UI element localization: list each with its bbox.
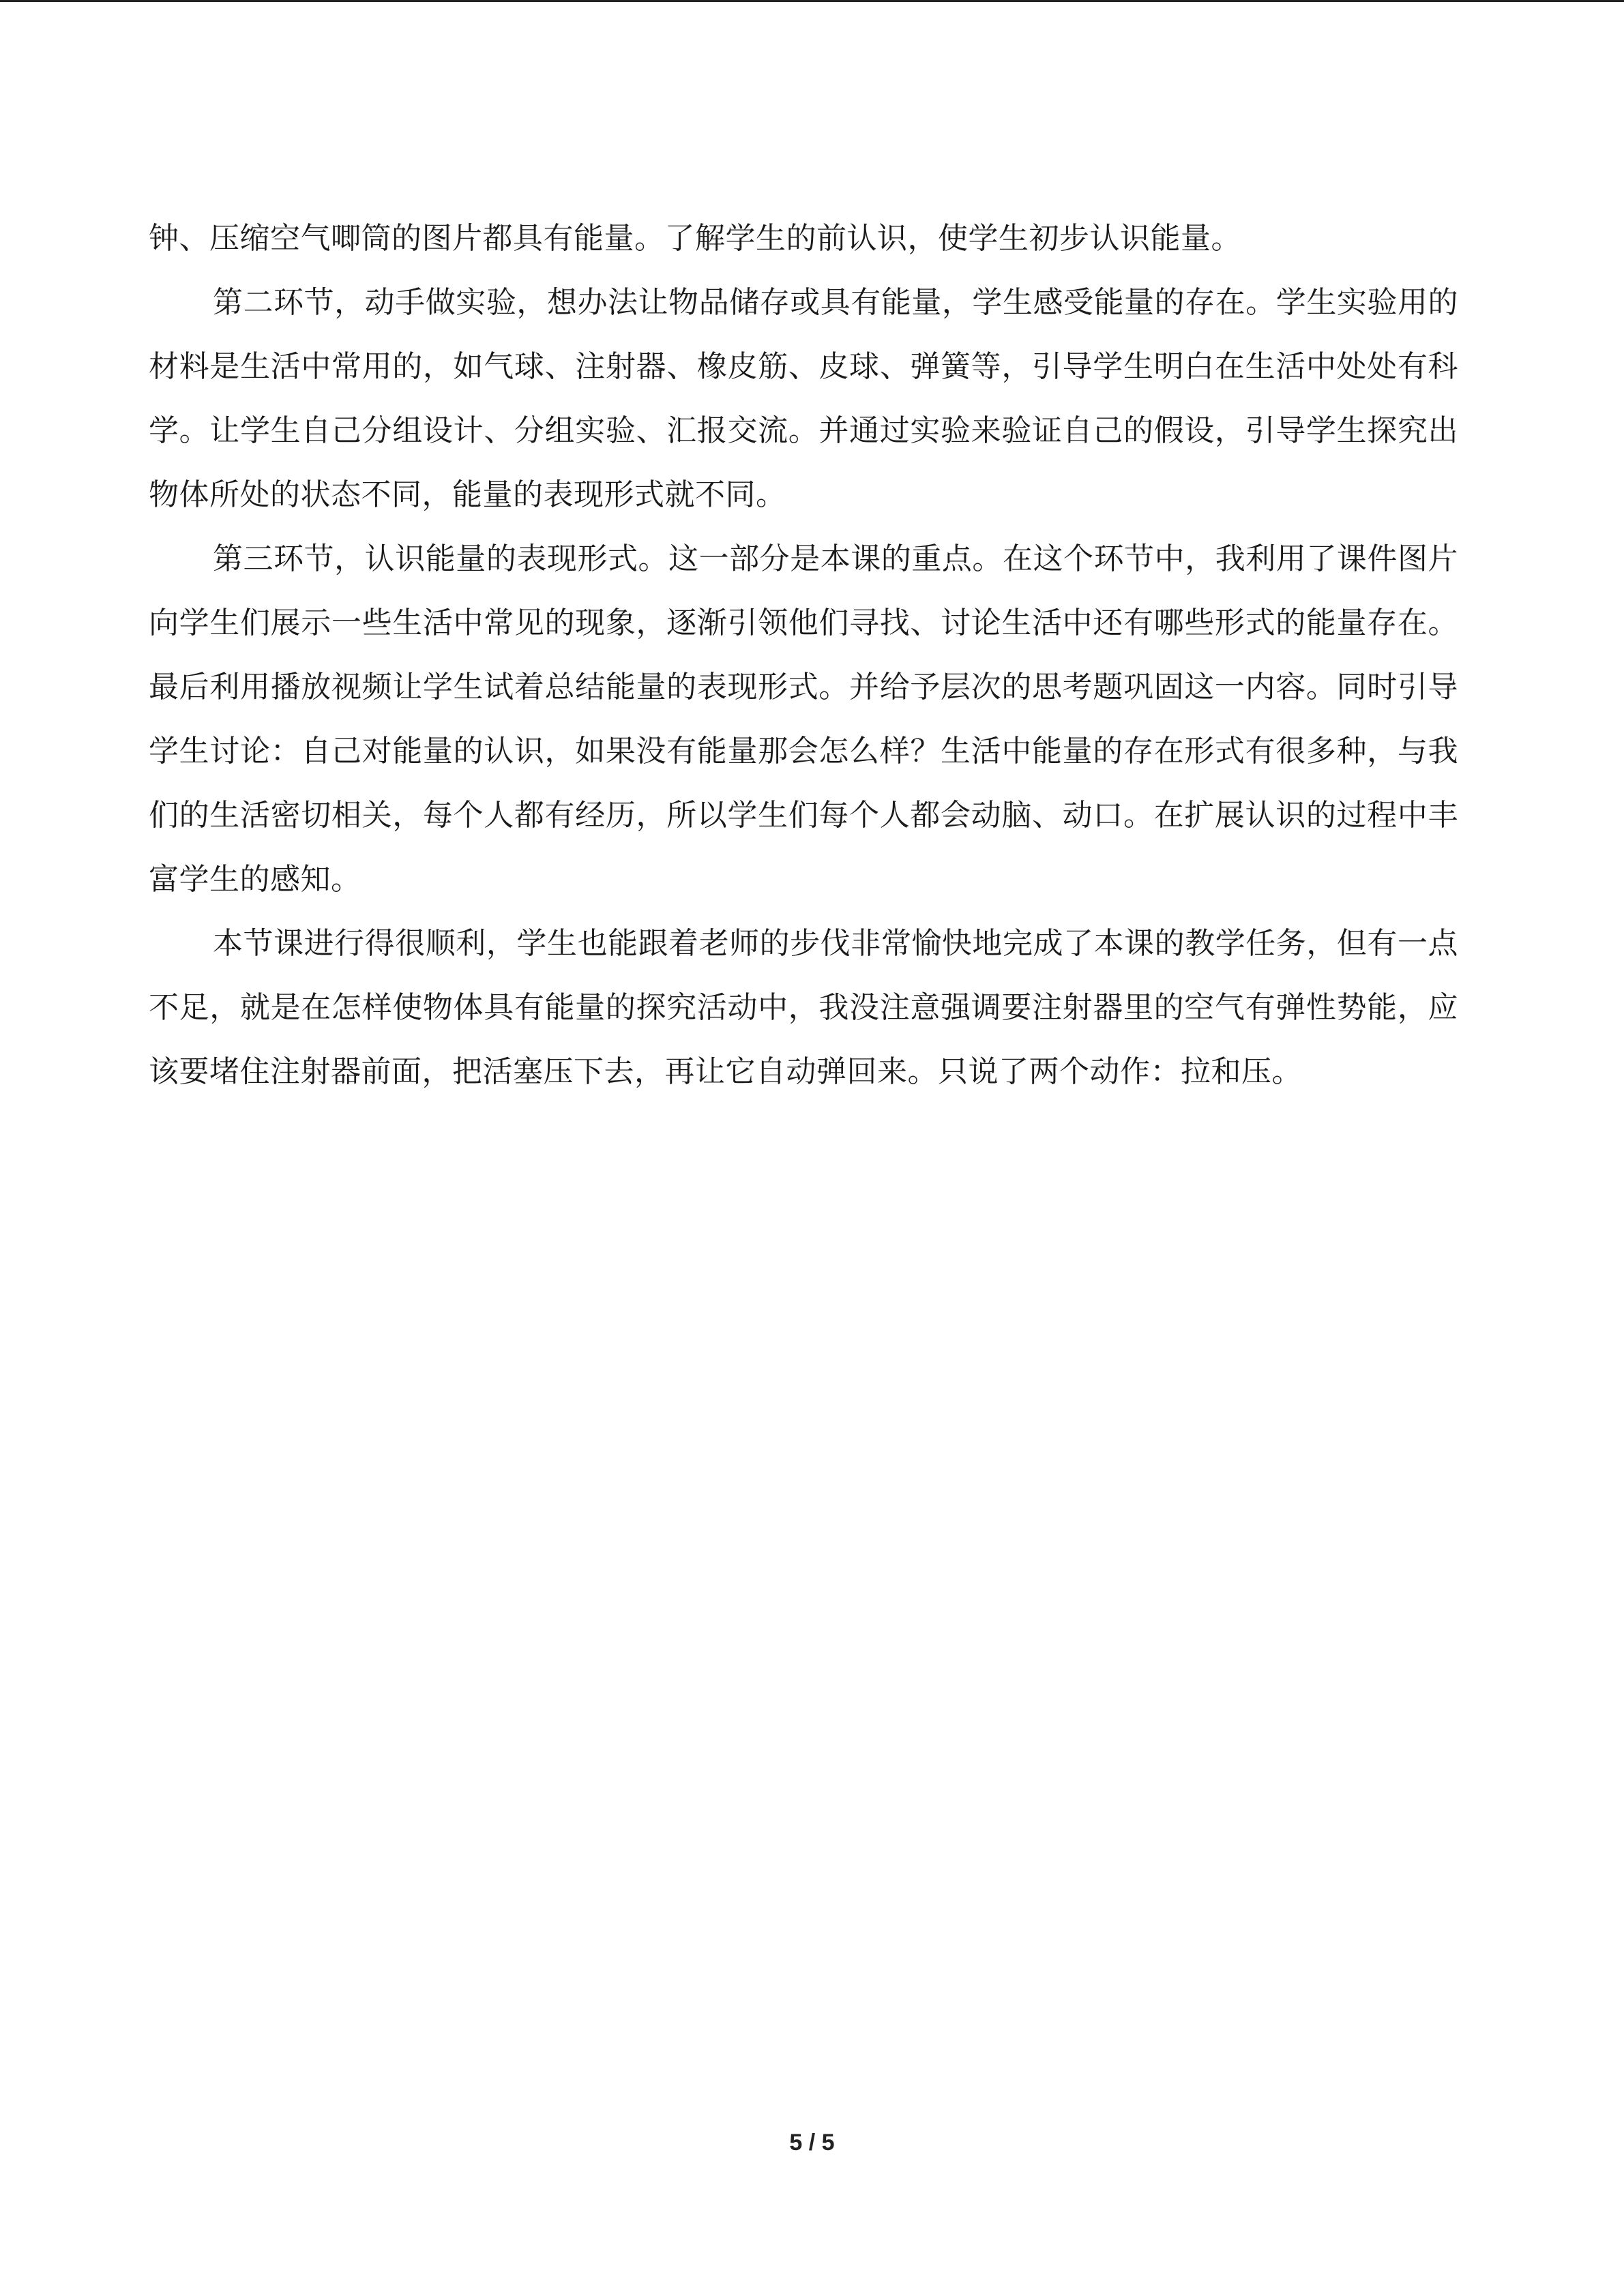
page-number: 5 / 5 <box>789 2130 835 2156</box>
paragraph-third-section: 第三环节，认识能量的表现形式。这一部分是本课的重点。在这个环节中，我利用了课件图片向学生们展示一些生活中常见的现象，逐渐引领他们寻找、讨论生活中还有哪些形式的能量存在。最后利用播放视频让学生试着总结能量的表现形式。并给予层次的思考题巩固这一内容。同时引导学生讨论：自己对能量的认识，如果没有能量那会怎么样？生活中能量的存在形式有很多种，与我们的生活密切相关，每个人都有经历，所以学生们每个人都会动脑、动口。在扩展认识的过程中丰富学生的感知。 <box>149 541 1458 897</box>
paragraph-continuation: 钟、压缩空气唧筒的图片都具有能量。了解学生的前认识，使学生初步认识能量。 <box>149 221 1241 256</box>
document-body <box>149 207 1458 1104</box>
paragraph-second-section: 第二环节，动手做实验，想办法让物品储存或具有能量，学生感受能量的存在。学生实验用的材料是生活中常用的，如气球、注射器、橡皮筋、皮球、弹簧等，引导学生明白在生活中处处有科学。让学生自己分组设计、分组实验、汇报交流。并通过实验来验证自己的假设，引导学生探究出物体所处的状态不同，能量的表现形式就不同。 <box>149 285 1458 512</box>
paragraph-reflection: 本节课进行得很顺利，学生也能跟着老师的步伐非常愉快地完成了本课的教学任务，但有一点不足，就是在怎样使物体具有能量的探究活动中，我没注意强调要注射器里的空气有弹性势能，应该要堵住注射器前面，把活塞压下去，再让它自动弹回来。只说了两个动作：拉和压。 <box>149 926 1458 1089</box>
